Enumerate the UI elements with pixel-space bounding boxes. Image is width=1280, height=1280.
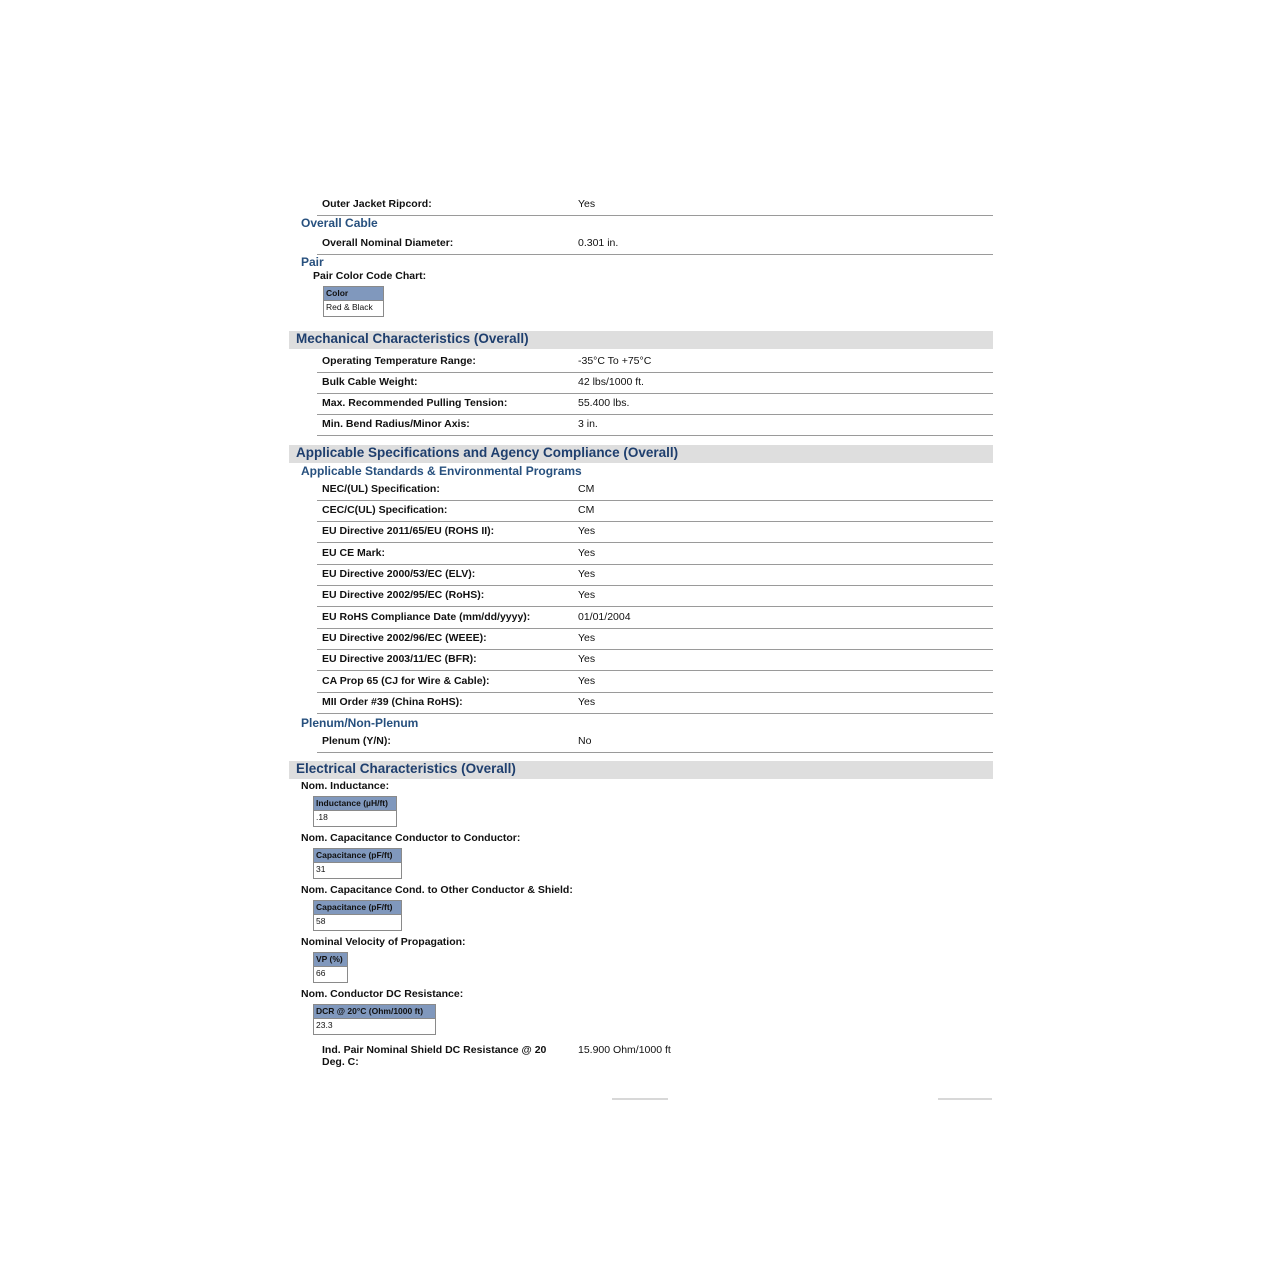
- spec-label: CA Prop 65 (CJ for Wire & Cable):: [322, 675, 490, 687]
- table-header: Inductance (µH/ft): [314, 797, 396, 811]
- spec-row: [317, 501, 993, 522]
- footer-fragment: [612, 1098, 668, 1100]
- spec-value: Yes: [578, 675, 596, 687]
- capacitance-cc-table: [313, 848, 402, 879]
- spec-row-plenum: [317, 732, 993, 753]
- spec-label: EU Directive 2002/96/EC (WEEE):: [322, 632, 487, 644]
- spec-row: [317, 693, 993, 714]
- pair-color-code-chart-label: Pair Color Code Chart:: [313, 270, 427, 282]
- spec-label: EU Directive 2003/11/EC (BFR):: [322, 653, 477, 665]
- table-cell: 58: [316, 916, 326, 926]
- section-title: Electrical Characteristics (Overall): [296, 761, 516, 776]
- spec-label: EU Directive 2011/65/EU (ROHS II):: [322, 525, 495, 537]
- shield-dcr-label-line2: Deg. C:: [322, 1056, 359, 1068]
- spec-value: Yes: [578, 653, 596, 665]
- spec-row: [317, 672, 993, 693]
- table-header: VP (%): [314, 953, 347, 967]
- velocity-label: Nominal Velocity of Propagation:: [301, 936, 466, 948]
- spec-label: NEC/(UL) Specification:: [322, 483, 440, 495]
- spec-row: [317, 586, 993, 607]
- spec-label: EU Directive 2002/95/EC (RoHS):: [322, 589, 485, 601]
- capacitance-cs-label: Nom. Capacitance Cond. to Other Conductor & Shield:: [301, 884, 573, 896]
- spec-value: 0.301 in.: [578, 237, 619, 249]
- inductance-table: [313, 796, 397, 827]
- velocity-table: [313, 952, 348, 983]
- section-title: Mechanical Characteristics (Overall): [296, 331, 529, 346]
- inductance-label: Nom. Inductance:: [301, 780, 390, 792]
- spec-label: Overall Nominal Diameter:: [322, 237, 454, 249]
- spec-value: CM: [578, 483, 595, 495]
- table-cell: Red & Black: [326, 302, 373, 312]
- capacitance-cs-table: [313, 900, 402, 931]
- footer-fragment: [938, 1098, 992, 1100]
- spec-value: 3 in.: [578, 418, 598, 430]
- capacitance-cc-label: Nom. Capacitance Conductor to Conductor:: [301, 832, 521, 844]
- shield-dcr-value: 15.900 Ohm/1000 ft: [578, 1044, 671, 1056]
- spec-row-overall-nominal-diameter: [317, 234, 993, 255]
- spec-row: [317, 415, 993, 436]
- table-cell: 66: [316, 968, 326, 978]
- spec-value: 01/01/2004: [578, 611, 631, 623]
- spec-row: [317, 394, 993, 415]
- spec-row: [317, 522, 993, 543]
- spec-label: Outer Jacket Ripcord:: [322, 198, 432, 210]
- spec-row: [317, 544, 993, 565]
- shield-dcr-label-line1: Ind. Pair Nominal Shield DC Resistance @ 20: [322, 1044, 547, 1056]
- spec-label: EU RoHS Compliance Date (mm/dd/yyyy):: [322, 611, 531, 623]
- spec-value: Yes: [578, 547, 596, 559]
- compliance-section-header: [289, 445, 993, 463]
- spec-label: Plenum (Y/N):: [322, 735, 391, 747]
- spec-value: No: [578, 735, 592, 747]
- table-header: Color: [324, 287, 383, 301]
- spec-value: 42 lbs/1000 ft.: [578, 376, 644, 388]
- overall-cable-heading: Overall Cable: [301, 216, 378, 230]
- spec-value: -35°C To +75°C: [578, 355, 652, 367]
- table-cell: 31: [316, 864, 326, 874]
- spec-row: [317, 480, 993, 501]
- table-cell: 23.3: [316, 1020, 333, 1030]
- spec-value: 55.400 lbs.: [578, 397, 630, 409]
- table-header: Capacitance (pF/ft): [314, 849, 401, 863]
- spec-row: [317, 629, 993, 650]
- spec-value: Yes: [578, 589, 596, 601]
- spec-value: Yes: [578, 632, 596, 644]
- spec-row: [317, 373, 993, 394]
- spec-row-outer-jacket-ripcord: [317, 195, 993, 216]
- spec-row: [317, 650, 993, 671]
- table-header: DCR @ 20°C (Ohm/1000 ft): [314, 1005, 435, 1019]
- pair-heading: Pair: [301, 255, 324, 269]
- spec-value: CM: [578, 504, 595, 516]
- spec-label: EU CE Mark:: [322, 547, 386, 559]
- spec-row: [317, 352, 993, 373]
- pair-color-table: [323, 286, 384, 317]
- electrical-section-header: [289, 761, 993, 779]
- standards-subheading: Applicable Standards & Environmental Programs: [301, 464, 582, 478]
- spec-label: Min. Bend Radius/Minor Axis:: [322, 418, 470, 430]
- table-header: Capacitance (pF/ft): [314, 901, 401, 915]
- spec-label: MII Order #39 (China RoHS):: [322, 696, 463, 708]
- spec-label: EU Directive 2000/53/EC (ELV):: [322, 568, 476, 580]
- table-cell: .18: [316, 812, 328, 822]
- dcr-label: Nom. Conductor DC Resistance:: [301, 988, 464, 1000]
- spec-row: [317, 565, 993, 586]
- spec-value: Yes: [578, 696, 596, 708]
- spec-value: Yes: [578, 525, 596, 537]
- spec-row: [317, 608, 993, 629]
- dcr-table: [313, 1004, 436, 1035]
- spec-label: CEC/C(UL) Specification:: [322, 504, 448, 516]
- section-title: Applicable Specifications and Agency Compliance (Overall): [296, 445, 679, 460]
- spec-value: Yes: [578, 568, 596, 580]
- plenum-subheading: Plenum/Non-Plenum: [301, 716, 419, 730]
- mechanical-section-header: [289, 331, 993, 349]
- spec-label: Operating Temperature Range:: [322, 355, 476, 367]
- spec-label: Bulk Cable Weight:: [322, 376, 418, 388]
- spec-value: Yes: [578, 198, 596, 210]
- spec-label: Max. Recommended Pulling Tension:: [322, 397, 508, 409]
